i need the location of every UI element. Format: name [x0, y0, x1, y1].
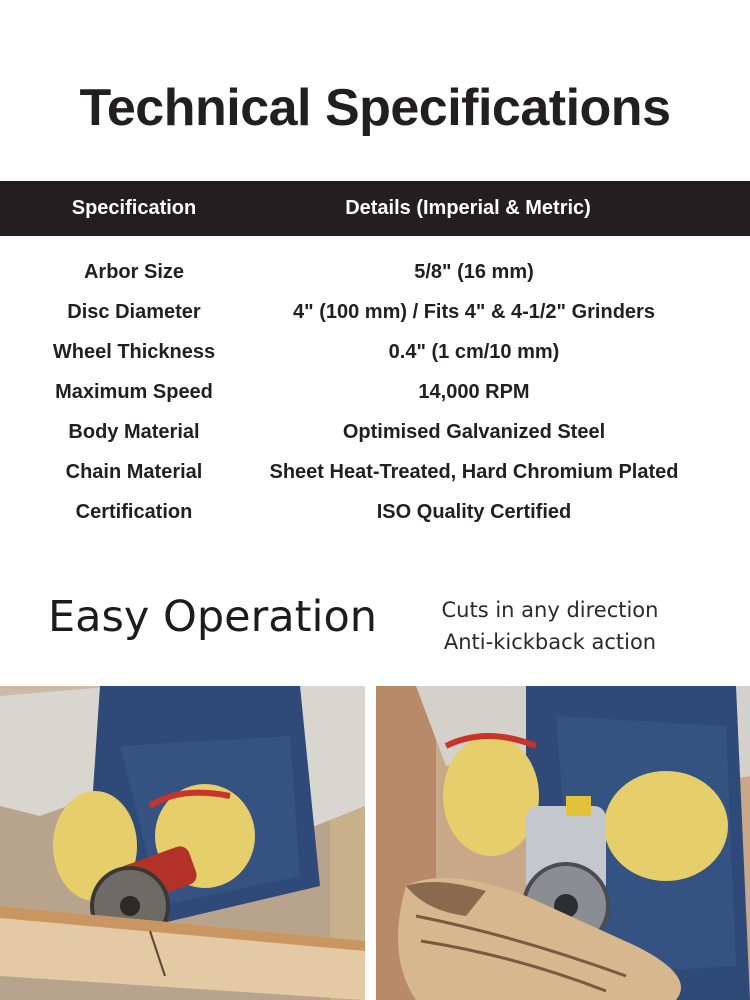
spec-name: Arbor Size — [83, 261, 185, 283]
spec-name: Disc Diameter — [67, 301, 201, 323]
spec-name: Chain Material — [65, 461, 203, 483]
photo-cutting-log — [376, 686, 750, 1000]
spec-table-body — [0, 252, 750, 532]
spec-value: 4" (100 mm) / Fits 4" & 4-1/2" Grinders — [293, 301, 655, 323]
header-details: Details (Imperial & Metric) — [345, 197, 591, 219]
spec-value: 0.4" (1 cm/10 mm) — [388, 341, 560, 363]
spec-name: Wheel Thickness — [52, 341, 216, 363]
spec-value: 5/8" (16 mm) — [414, 261, 534, 283]
spec-name: Maximum Speed — [55, 381, 213, 403]
spec-value: Sheet Heat-Treated, Hard Chromium Plated — [269, 461, 679, 483]
table-row — [0, 292, 750, 332]
table-row — [0, 252, 750, 292]
table-row — [0, 492, 750, 532]
spec-value: ISO Quality Certified — [376, 501, 572, 523]
spec-name: Body Material — [68, 421, 200, 443]
header-specification: Specification — [71, 197, 197, 219]
photo-cutting-plank — [0, 686, 365, 1000]
spec-value: Optimised Galvanized Steel — [342, 421, 606, 443]
page-title: Technical Specifications — [79, 79, 671, 137]
spec-name: Certification — [75, 501, 193, 523]
table-row — [0, 332, 750, 372]
table-row — [0, 412, 750, 452]
table-row — [0, 452, 750, 492]
feature-item: Cuts in any direction — [441, 598, 659, 622]
feature-list — [430, 594, 670, 658]
feature-item: Anti-kickback action — [443, 630, 657, 654]
table-row — [0, 372, 750, 412]
spec-table-header — [0, 181, 750, 236]
spec-value: 14,000 RPM — [418, 381, 530, 403]
easy-operation-heading: Easy Operation — [48, 592, 378, 642]
